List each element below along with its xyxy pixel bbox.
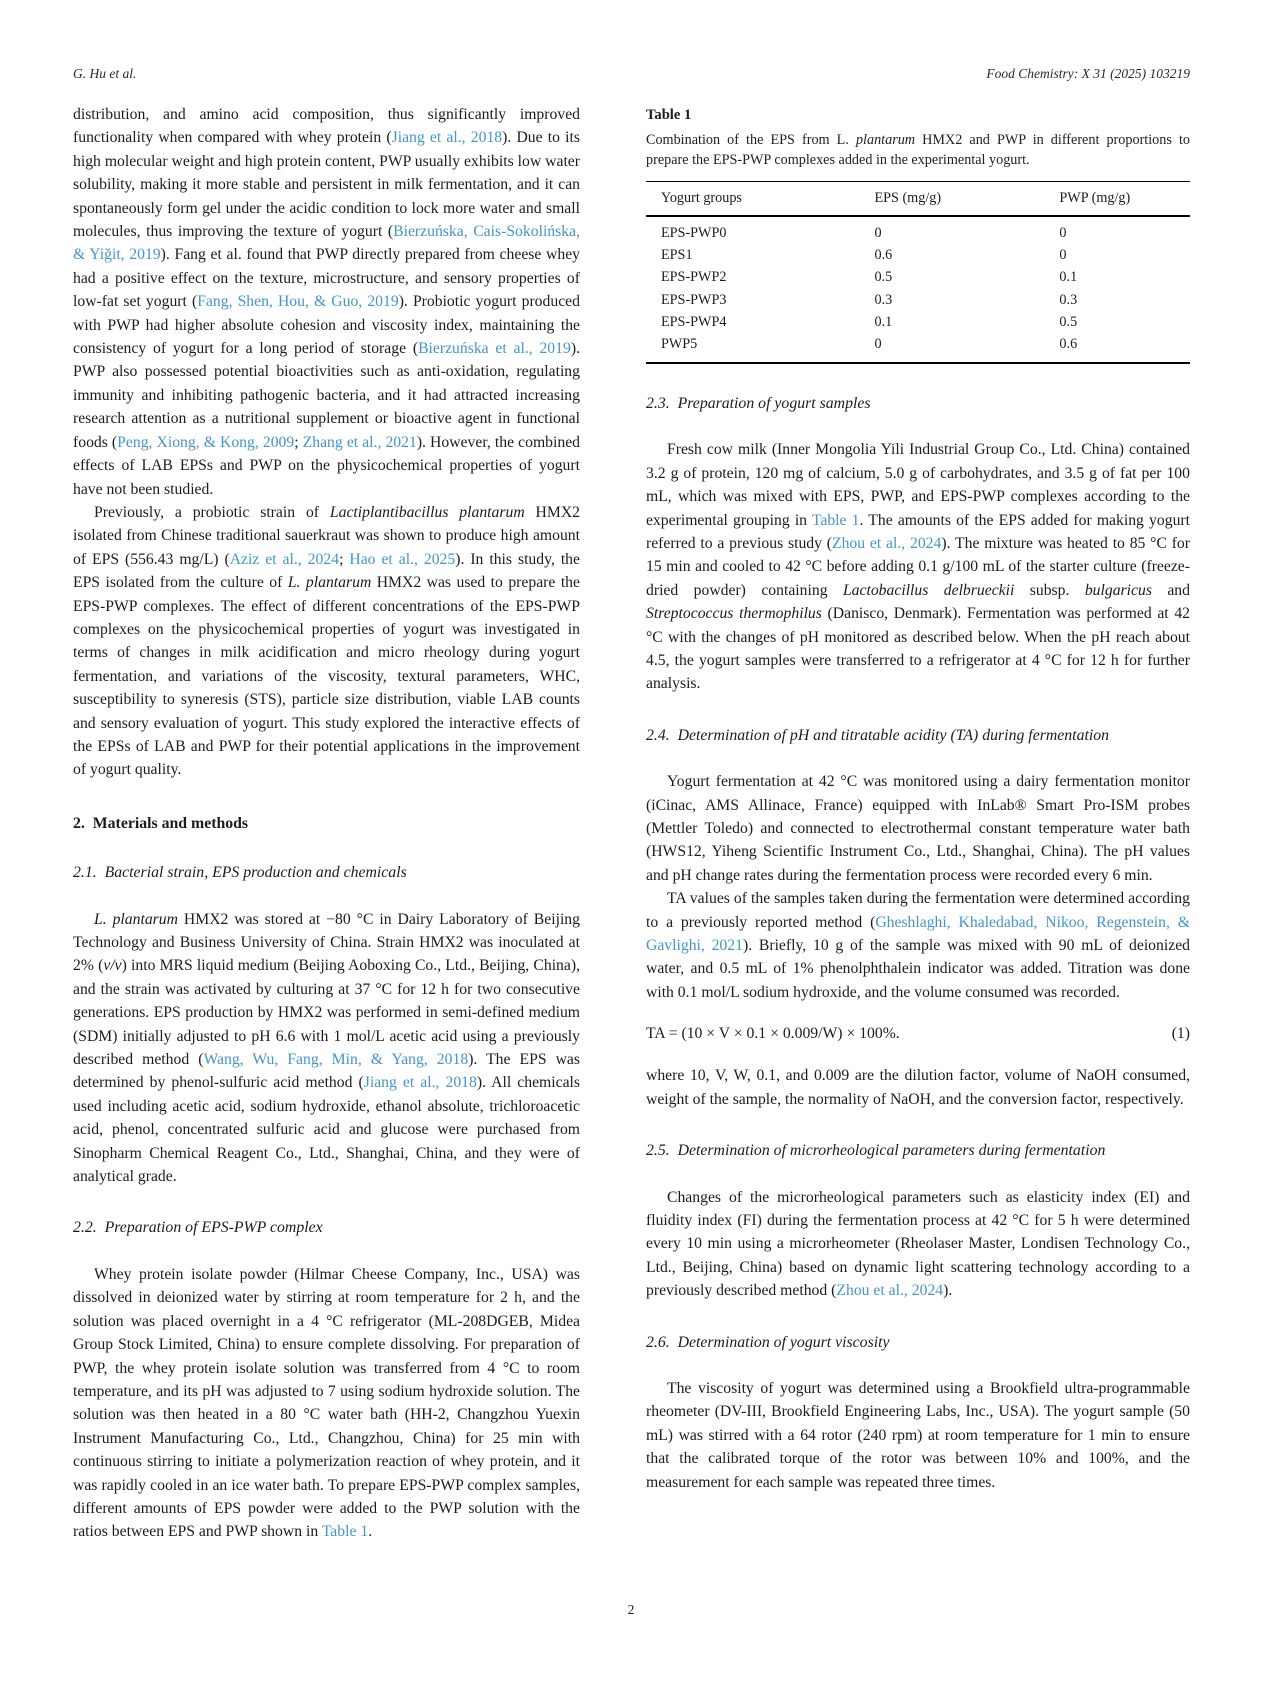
- table-row: [646, 333, 1190, 363]
- text-segment: ). Probiotic yogurt produced with PWP had higher absolute cohesion and viscosity index, maintaining the consistency of yogurt for a long period of storage (: [73, 293, 580, 358]
- italic-text: Streptococcus thermophilus: [646, 605, 822, 623]
- table-row: [646, 289, 1190, 311]
- paragraph-2-1: [73, 908, 580, 1189]
- text-segment: subsp.: [1014, 581, 1085, 599]
- subsection-heading-2-3: 2.3. Preparation of yogurt samples: [646, 394, 871, 412]
- running-head-authors: G. Hu et al.: [73, 66, 137, 81]
- table-1-label: Table 1: [646, 107, 692, 123]
- running-head-journal: Food Chemistry: X 31 (2025) 103219: [986, 66, 1190, 81]
- text-segment: ). Due to its high molecular weight and high protein content, PWP usually exhibits low water solubility, making it more stable and persistent in milk fermentation, and it can spontaneously form gel under the acidic condition to lock more water and small molecules, thus improving the texture of yogurt (: [73, 129, 580, 241]
- running-head: [73, 66, 1190, 82]
- citation-link[interactable]: Zhang et al., 2021: [302, 433, 417, 451]
- text-segment: ).: [943, 1282, 953, 1300]
- paragraph-2-4-b: [646, 887, 1190, 1004]
- italic-text: plantarum: [855, 132, 916, 148]
- citation-link[interactable]: Wang, Wu, Fang, Min, & Yang, 2018: [203, 1051, 469, 1069]
- text-segment: ;: [339, 550, 350, 568]
- text-segment: HMX2 was used to prepare the EPS-PWP complexes. The effect of different concentrations of the EPS-PWP complexes on the physicochemical properties of yogurt was investigated in terms of changes in milk acidification and micro rheology during yogurt fermentation, and variations of the viscosity, textural parameters, WHC, susceptibility to syneresis (STS), particle size distribution, viable LAB counts and sensory evaluation of yogurt. This study explored the interactive effects of the EPSs of LAB and PWP for their potential applications in the improvement of yogurt quality.: [73, 574, 580, 779]
- citation-link[interactable]: Bierzuńska et al., 2019: [418, 340, 571, 358]
- subsection-heading-2-4: 2.4. Determination of pH and titratable acidity (TA) during fermentation: [646, 726, 1110, 744]
- italic-text: L. plantarum: [287, 574, 372, 592]
- citation-link[interactable]: Bierzuńska, Cais-Sokolińska, & Yiğit, 2019: [73, 223, 580, 264]
- text-segment: (Danisco, Denmark). Fermentation was performed at 42 °C with the changes of pH monitored as described below. When the pH reach about 4.5, the yogurt samples were transferred to a refrigerator at 4 °C for 12 h for further analysis.: [646, 605, 1191, 693]
- table-1-caption: [646, 131, 1190, 170]
- page-number: 2: [627, 1602, 635, 1617]
- text-segment: HMX2 isolated from Chinese traditional sauerkraut was shown to produce high amount of EPS (556.43 mg/L) (: [73, 503, 580, 568]
- citation-link[interactable]: Table 1: [321, 1523, 369, 1541]
- citation-link[interactable]: Fang, Shen, Hou, & Guo, 2019: [197, 293, 399, 311]
- cell-group: EPS-PWP4: [661, 313, 727, 330]
- citation-link[interactable]: Zhou et al., 2024: [836, 1282, 944, 1300]
- citation-link[interactable]: Zhou et al., 2024: [832, 534, 942, 552]
- table-1-header-row: [646, 182, 1190, 217]
- text-segment: HMX2 and PWP in different proportions to prepare the EPS-PWP complexes added in the experimental yogurt.: [646, 132, 1190, 168]
- cell-group: EPS1: [661, 247, 693, 264]
- italic-text: bulgaricus: [1084, 581, 1152, 599]
- subsection-heading-2-5: 2.5. Determination of microrheological parameters during fermentation: [646, 1142, 1106, 1160]
- equation-1: [646, 1025, 1190, 1043]
- text-segment: where 10, V, W, 0.1, and 0.009 are the dilution factor, volume of NaOH consumed, weight of the sample, the normality of NaOH, and the conversion factor, respectively.: [646, 1067, 1190, 1108]
- text-segment: distribution, and amino acid composition, thus significantly improved functionality when compared with whey protein (: [73, 106, 580, 147]
- paragraph-2-2: [73, 1263, 580, 1544]
- cell-pwp: 0: [1059, 225, 1067, 241]
- table-row: [646, 311, 1190, 333]
- left-column: [73, 103, 580, 1544]
- cell-eps: 0.5: [874, 269, 893, 286]
- cell-group: EPS-PWP0: [661, 225, 727, 241]
- subsection-heading-2-2: 2.2. Preparation of EPS-PWP complex: [73, 1219, 323, 1237]
- text-segment: Previously, a probiotic strain of: [94, 503, 330, 521]
- equation-expression: TA = (10 × V × 0.1 × 0.009/W) × 100%.: [646, 1025, 900, 1043]
- italic-text: Lactiplantibacillus plantarum: [329, 503, 525, 521]
- cell-eps: 0.3: [874, 291, 893, 308]
- citation-link[interactable]: Peng, Xiong, & Kong, 2009: [117, 433, 295, 451]
- table-row: [646, 267, 1190, 289]
- text-segment: . The amounts of the EPS added for making yogurt referred to a previous study (: [646, 511, 1191, 552]
- paragraph-2-4-c: [646, 1064, 1190, 1111]
- text-segment: Yogurt fermentation at 42 °C was monitored using a dairy fermentation monitor (iCinac, AMS Allinace, France) equipped with InLab® Smart Pro-ISM probes (Mettler Toledo) and connected to electrothermal constant temperature water bath (HWS12, Yiheng Scientific Instrument Co., Ltd., Shanghai, China). The pH values and pH change rates during the fermentation process were recorded every 6 min.: [646, 773, 1190, 884]
- citation-link[interactable]: Hao et al., 2025: [349, 550, 456, 568]
- italic-text: L. plantarum: [94, 910, 178, 928]
- citation-link[interactable]: Aziz et al., 2024: [229, 550, 340, 568]
- paragraph-2-5: [646, 1186, 1190, 1303]
- column-header-eps: EPS (mg/g): [874, 182, 1059, 217]
- text-segment: ). In this study, the EPS isolated from the culture of: [73, 550, 580, 592]
- cell-pwp: 0.3: [1059, 291, 1078, 308]
- citation-link[interactable]: Jiang et al., 2018: [391, 129, 503, 147]
- text-segment: ). The EPS was determined by phenol-sulfuric acid method (: [73, 1051, 580, 1092]
- cell-pwp: 0.1: [1059, 269, 1078, 286]
- paragraph-previous-study: [73, 501, 580, 782]
- equation-number: (1): [1171, 1025, 1190, 1043]
- text-segment: ). PWP also possessed potential bioactivities such as anti-oxidation, regulating immunity and inhibiting pathogenic bacteria, and it had attracted increasing research attention as a nutritional supplement or bioactive agent in functional foods (: [73, 340, 580, 451]
- citation-link[interactable]: Jiang et al., 2018: [363, 1074, 477, 1092]
- paragraph-2-3: [646, 438, 1190, 695]
- cell-group: EPS-PWP3: [661, 291, 727, 308]
- table-1-grid: [646, 181, 1190, 364]
- section-heading-materials-methods: 2. Materials and methods: [73, 814, 249, 832]
- text-segment: Whey protein isolate powder (Hilmar Cheese Company, Inc., USA) was dissolved in deionized water by stirring at room temperature for 2 h, and the solution was placed overnight in a 4 °C refrigerator (ML-208DGEB, Midea Group Stock Limited, China) to ensure complete dissolving. For preparation of PWP, the whey protein isolate solution was transferred from 4 °C to room temperature, and its pH was adjusted to 7 using sodium hydroxide solution. The solution was then heated in a 80 °C water bath (HH-2, Changzhou Yuexin Instrument Manufacturing Co., Ltd., Changzhou, China) for 25 min with continuous stirring to initiate a polymerization reaction of whey protein, and it was rapidly cooled in an ice water bath. To prepare EPS-PWP complex samples, different amounts of EPS powder were added to the PWP solution with the ratios between EPS and PWP shown in: [73, 1265, 580, 1541]
- cell-pwp: 0.5: [1059, 313, 1078, 330]
- text-segment: ). However, the combined effects of LAB EPSs and PWP on the physicochemical properties of yogurt have not been studied.: [73, 433, 580, 498]
- text-segment: TA values of the samples taken during the fermentation were determined according to a previously reported method (: [646, 890, 1190, 931]
- column-header-yogurt-groups: Yogurt groups: [646, 182, 874, 217]
- text-segment: ). All chemicals used including acetic acid, sodium hydroxide, ethanol absolute, trichloroacetic acid, phenol, concentrated sulfuric acid and glucose were purchased from Sinopharm Chemical Reagent Co., Ltd., Shanghai, China, and they were of analytical grade.: [73, 1074, 580, 1186]
- text-segment: ). Fang et al. found that PWP directly prepared from cheese whey had a positive effect on the texture, microstructure, and sensory properties of low-fat set yogurt (: [73, 246, 580, 311]
- column-header-pwp: PWP (mg/g): [1059, 182, 1190, 217]
- text-segment: .: [368, 1523, 373, 1541]
- cell-eps: 0: [874, 225, 882, 241]
- cell-eps: 0: [874, 335, 882, 352]
- italic-text: v/v: [103, 957, 122, 975]
- citation-link[interactable]: Table 1: [811, 511, 860, 529]
- citation-link[interactable]: Gheshlaghi, Khaledabad, Nikoo, Regenstein, & Gavlighi, 2021: [646, 913, 1190, 955]
- cell-pwp: 0.6: [1059, 335, 1078, 352]
- cell-eps: 0.1: [874, 313, 893, 330]
- subsection-heading-2-6: 2.6. Determination of yogurt viscosity: [646, 1333, 890, 1351]
- text-segment: and: [1151, 581, 1190, 599]
- text-segment: The viscosity of yogurt was determined using a Brookfield ultra-programmable rheometer (DV-III, Brookfield Engineering Labs, Inc., USA). The yogurt sample (50 mL) was stirred with a 64 rotor (240 rpm) at room temperature for 1 min to ensure that the calibrated torque of the rotor was between 10% and 100%, and the measurement for each sample was repeated three times.: [646, 1379, 1190, 1491]
- subsection-heading-2-1: 2.1. Bacterial strain, EPS production and chemicals: [73, 864, 407, 882]
- paragraph-2-4-a: [646, 770, 1190, 887]
- italic-text: Lactobacillus delbrueckii: [842, 581, 1015, 599]
- cell-eps: 0.6: [874, 247, 893, 264]
- paragraph-introduction: [73, 103, 580, 501]
- text-segment: ;: [294, 433, 303, 451]
- cell-group: PWP5: [661, 335, 698, 352]
- text-segment: Fresh cow milk (Inner Mongolia Yili Industrial Group Co., Ltd. China) contained 3.2 g of protein, 120 mg of calcium, 5.0 g of carbohydrates, and 3.5 g of fat per 100 mL, which was mixed with EPS, PWP, and EPS-PWP complexes according to the experimental grouping in: [646, 441, 1190, 529]
- table-1-block: [646, 107, 1190, 364]
- right-column: [646, 103, 1190, 1494]
- table-row: [646, 216, 1190, 245]
- text-segment: Combination of the EPS from L.: [646, 132, 856, 148]
- text-segment: ) into MRS liquid medium (Beijing Aoboxing Co., Ltd., Beijing, China), and the strain was activated by culturing at 37 °C for 12 h for two consecutive generations. EPS production by HMX2 was performed in semi-defined medium (SDM) initially adjusted to pH 6.6 with 1 mol/L acetic acid using a previously described method (: [73, 957, 581, 1069]
- text-segment: HMX2 was stored at −80 °C in Dairy Laboratory of Beijing Technology and Business University of China. Strain HMX2 was inoculated at 2% (: [73, 910, 580, 975]
- cell-group: EPS-PWP2: [661, 269, 727, 286]
- table-row: [646, 245, 1190, 267]
- paragraph-2-6: [646, 1377, 1190, 1494]
- text-segment: ). Briefly, 10 g of the sample was mixed with 90 mL of deionized water, and 0.5 mL of 1% phenolphthalein indicator was added. Titration was done with 0.1 mol/L sodium hydroxide, and the volume consumed was recorded.: [646, 937, 1190, 1001]
- cell-pwp: 0: [1059, 247, 1067, 264]
- text-segment: ). The mixture was heated to 85 °C for 15 min and cooled to 42 °C before adding 0.1 g/100 mL of the starter culture (freeze-dried powder) containing: [646, 534, 1190, 599]
- text-segment: Changes of the microrheological parameters such as elasticity index (EI) and fluidity index (FI) during the fermentation process at 42 °C for 5 h were determined every 10 min using a microrheometer (Rheolaser Master, Londisen Technology Co., Ltd., Beijing, China) based on dynamic light scattering technology according to a previously described method (: [646, 1188, 1190, 1300]
